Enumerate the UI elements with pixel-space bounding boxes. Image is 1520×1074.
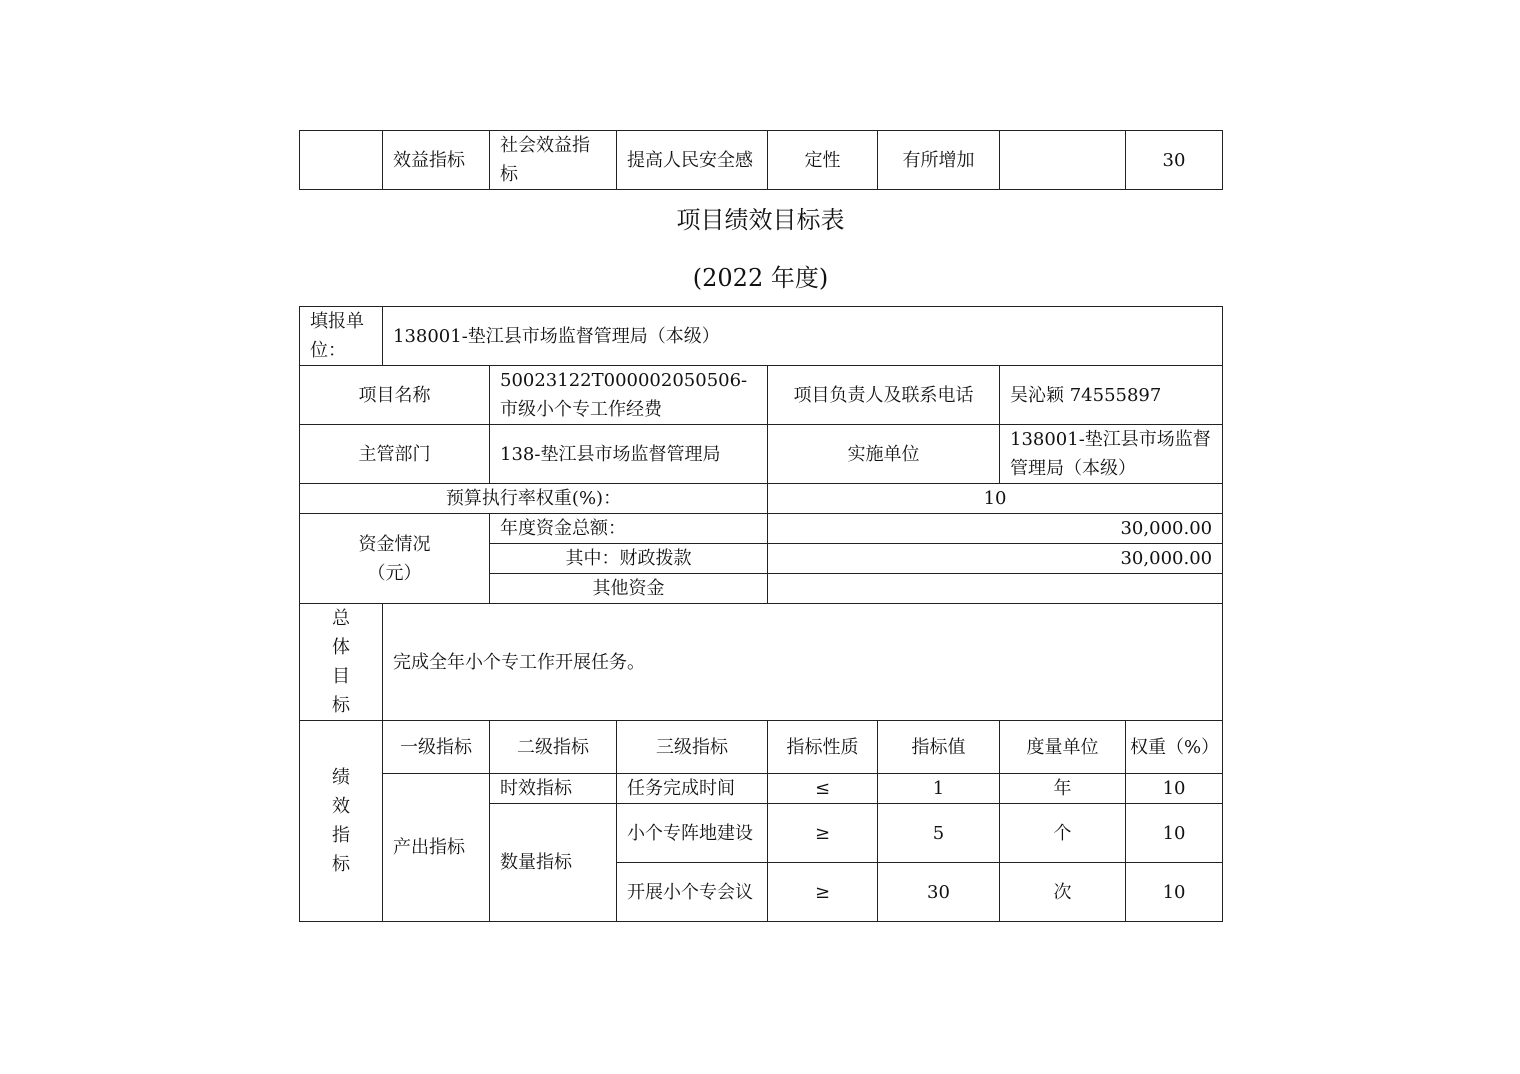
contact-label: 项目负责人及联系电话 xyxy=(768,366,1000,425)
previous-indicator-table xyxy=(299,130,1223,190)
weight-cell: 10 xyxy=(1126,863,1223,922)
page-title: 项目绩效目标表 xyxy=(676,206,845,234)
dept-value: 138-垫江县市场监督管理局 xyxy=(490,425,768,484)
header-nature: 指标性质 xyxy=(768,721,878,774)
table-row xyxy=(300,366,1223,425)
value-cell: 有所增加 xyxy=(878,131,1000,190)
header-unit: 度量单位 xyxy=(1000,721,1126,774)
unit-cell: 次 xyxy=(1000,863,1126,922)
header-weight: 权重（%） xyxy=(1126,721,1223,774)
fiscal-label: 其中：财政拨款 xyxy=(490,544,768,574)
weight-cell: 10 xyxy=(1126,804,1223,863)
header-value: 指标值 xyxy=(878,721,1000,774)
nature-cell: ≥ xyxy=(768,863,878,922)
value-cell: 1 xyxy=(878,774,1000,804)
goal-value: 完成全年小个专工作开展任务。 xyxy=(383,604,1223,721)
unit-value: 138001-垫江县市场监督管理局（本级） xyxy=(383,307,1223,366)
level3-cell: 开展小个专会议 xyxy=(617,863,768,922)
unit-cell: 个 xyxy=(1000,804,1126,863)
total-label: 年度资金总额： xyxy=(490,514,768,544)
dept-label: 主管部门 xyxy=(300,425,490,484)
table-row xyxy=(300,131,1223,190)
weight-cell: 30 xyxy=(1126,131,1223,190)
level1-cell: 效益指标 xyxy=(383,131,490,190)
level3-cell: 提高人民安全感 xyxy=(617,131,768,190)
table-row xyxy=(300,307,1223,366)
contact-value: 吴沁颖 74555897 xyxy=(1000,366,1223,425)
level2-cell: 数量指标 xyxy=(490,804,617,922)
project-name-label: 项目名称 xyxy=(300,366,490,425)
level1-cell: 产出指标 xyxy=(383,774,490,922)
table-row xyxy=(300,514,1223,544)
level2-cell: 社会效益指标 xyxy=(490,131,617,190)
table-row xyxy=(300,721,1223,774)
budget-rate-value: 10 xyxy=(768,484,1223,514)
other-value xyxy=(768,574,1223,604)
table-row xyxy=(300,425,1223,484)
project-name-value: 50023122T000002050506-市级小个专工作经费 xyxy=(490,366,768,425)
value-cell: 5 xyxy=(878,804,1000,863)
level3-cell: 小个专阵地建设 xyxy=(617,804,768,863)
fiscal-value: 30,000.00 xyxy=(768,544,1223,574)
blank-cell xyxy=(300,131,383,190)
nature-cell: ≤ xyxy=(768,774,878,804)
unit-label: 填报单位： xyxy=(300,307,383,366)
perf-label: 绩 效 指 标 xyxy=(300,721,383,922)
unit-cell xyxy=(1000,131,1126,190)
level3-cell: 任务完成时间 xyxy=(617,774,768,804)
funds-label: 资金情况（元） xyxy=(300,514,490,604)
header-level3: 三级指标 xyxy=(617,721,768,774)
other-label: 其他资金 xyxy=(490,574,768,604)
budget-rate-label: 预算执行率权重(%)： xyxy=(300,484,768,514)
header-level2: 二级指标 xyxy=(490,721,617,774)
table-row xyxy=(300,774,1223,804)
goal-label: 总 体 目 标 xyxy=(300,604,383,721)
total-value: 30,000.00 xyxy=(768,514,1223,544)
value-cell: 30 xyxy=(878,863,1000,922)
performance-target-table xyxy=(299,306,1223,922)
unit-cell: 年 xyxy=(1000,774,1126,804)
page-subtitle: (2022 年度) xyxy=(692,264,829,292)
impl-label: 实施单位 xyxy=(768,425,1000,484)
nature-cell: ≥ xyxy=(768,804,878,863)
nature-cell: 定性 xyxy=(768,131,878,190)
impl-value: 138001-垫江县市场监督管理局（本级） xyxy=(1000,425,1223,484)
weight-cell: 10 xyxy=(1126,774,1223,804)
header-level1: 一级指标 xyxy=(383,721,490,774)
table-row xyxy=(300,604,1223,721)
level2-cell: 时效指标 xyxy=(490,774,617,804)
table-row xyxy=(300,484,1223,514)
